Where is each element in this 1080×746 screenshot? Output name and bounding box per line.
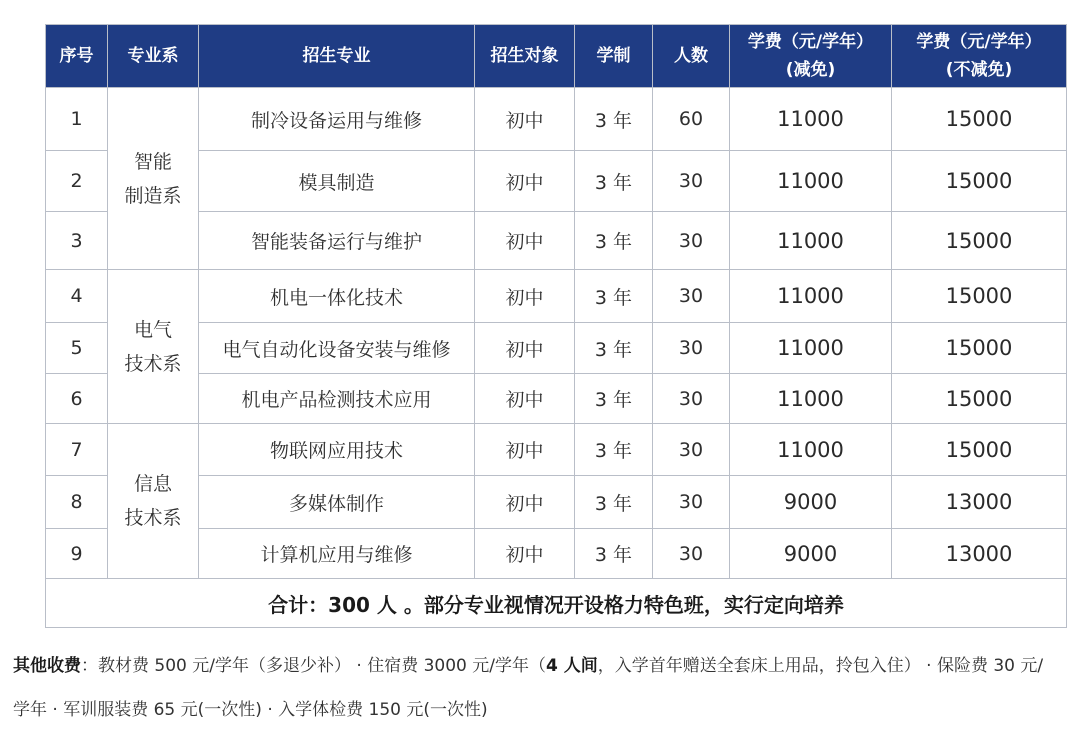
table-row (46, 476, 1067, 529)
department-line1: 电气 (133, 318, 172, 341)
header-duration: 学制 (575, 25, 653, 88)
row-fee-full: 13000 (892, 476, 1067, 529)
row-quota: 30 (653, 374, 730, 424)
department-line1: 智能 (133, 150, 172, 173)
row-duration: 3 年 (575, 476, 653, 529)
row-index: 2 (46, 151, 108, 212)
row-quota: 30 (653, 424, 730, 476)
row-fee-reduced: 11000 (730, 212, 892, 270)
row-duration: 3 年 (575, 323, 653, 374)
row-major: 机电产品检测技术应用 (199, 374, 475, 424)
table-row (46, 151, 1067, 212)
row-index: 7 (46, 424, 108, 476)
other-fees-text-2: ，入学首年赠送全套床上用品，拎包入住） · 保险费 30 元/学年 · 军训服装费 65 元(一次性) · 入学体检费 150 元(一次性) (13, 656, 1044, 720)
department-cell (108, 88, 199, 270)
row-major: 多媒体制作 (199, 476, 475, 529)
row-quota: 30 (653, 529, 730, 579)
header-index: 序号 (46, 25, 108, 88)
header-department: 专业系 (108, 25, 199, 88)
department-line2: 技术系 (124, 507, 182, 529)
row-index: 1 (46, 88, 108, 151)
row-duration: 3 年 (575, 270, 653, 323)
row-index: 9 (46, 529, 108, 579)
header-quota: 人数 (653, 25, 730, 88)
row-quota: 60 (653, 88, 730, 151)
dorm-size: 4 人间 (546, 656, 598, 676)
row-duration: 3 年 (575, 529, 653, 579)
row-target: 初中 (475, 424, 575, 476)
department-cell (108, 270, 199, 424)
row-quota: 30 (653, 151, 730, 212)
row-quota: 30 (653, 270, 730, 323)
row-target: 初中 (475, 212, 575, 270)
row-major: 电气自动化设备安装与维修 (199, 323, 475, 374)
row-fee-full: 15000 (892, 323, 1067, 374)
header-major: 招生专业 (199, 25, 475, 88)
table-row (46, 424, 1067, 476)
row-target: 初中 (475, 529, 575, 579)
row-duration: 3 年 (575, 88, 653, 151)
row-index: 5 (46, 323, 108, 374)
other-fees-label: 其他收费 (13, 656, 81, 676)
total-row (46, 579, 1067, 628)
row-fee-reduced: 9000 (730, 476, 892, 529)
header-fee-reduced-line2: (减免) (785, 60, 836, 80)
row-target: 初中 (475, 374, 575, 424)
row-index: 8 (46, 476, 108, 529)
row-fee-reduced: 9000 (730, 529, 892, 579)
row-fee-reduced: 11000 (730, 374, 892, 424)
row-target: 初中 (475, 270, 575, 323)
table-row (46, 323, 1067, 374)
row-target: 初中 (475, 88, 575, 151)
header-fee-full-line1: 学费（元/学年） (916, 32, 1042, 52)
row-fee-full: 15000 (892, 212, 1067, 270)
row-major: 智能装备运行与维护 (199, 212, 475, 270)
header-row (46, 25, 1067, 88)
header-fee-full-line2: (不减免) (945, 60, 1013, 80)
fee-table (45, 24, 1067, 628)
row-index: 3 (46, 212, 108, 270)
row-fee-full: 13000 (892, 529, 1067, 579)
row-target: 初中 (475, 323, 575, 374)
row-quota: 30 (653, 476, 730, 529)
row-index: 4 (46, 270, 108, 323)
row-target: 初中 (475, 476, 575, 529)
row-fee-full: 15000 (892, 424, 1067, 476)
header-fee-reduced-line1: 学费（元/学年） (747, 32, 874, 52)
row-fee-reduced: 11000 (730, 88, 892, 151)
row-fee-reduced: 11000 (730, 270, 892, 323)
department-line1: 信息 (133, 473, 172, 495)
row-major: 计算机应用与维修 (199, 529, 475, 579)
other-fees-text-1: ：教材费 500 元/学年（多退少补） · 住宿费 3000 元/学年（ (81, 656, 546, 676)
row-major: 物联网应用技术 (199, 424, 475, 476)
table-row (46, 529, 1067, 579)
row-target: 初中 (475, 151, 575, 212)
row-fee-reduced: 11000 (730, 151, 892, 212)
row-quota: 30 (653, 323, 730, 374)
row-fee-reduced: 11000 (730, 424, 892, 476)
row-fee-full: 15000 (892, 270, 1067, 323)
row-major: 机电一体化技术 (199, 270, 475, 323)
row-duration: 3 年 (575, 151, 653, 212)
table-row (46, 374, 1067, 424)
table-row (46, 270, 1067, 323)
row-fee-full: 15000 (892, 151, 1067, 212)
row-quota: 30 (653, 212, 730, 270)
row-major: 模具制造 (199, 151, 475, 212)
header-fee-reduced (730, 25, 892, 88)
row-duration: 3 年 (575, 374, 653, 424)
department-cell (108, 424, 199, 579)
table-row (46, 212, 1067, 270)
header-target: 招生对象 (475, 25, 575, 88)
row-major: 制冷设备运用与维修 (199, 88, 475, 151)
total-text: 合计：300 人 。部分专业视情况开设格力特色班，实行定向培养 (46, 579, 1067, 628)
header-fee-full (892, 25, 1067, 88)
row-fee-full: 15000 (892, 88, 1067, 151)
department-line2: 制造系 (124, 184, 182, 207)
row-duration: 3 年 (575, 212, 653, 270)
department-line2: 技术系 (124, 352, 182, 375)
table-row (46, 88, 1067, 151)
other-fees-note (13, 644, 1058, 732)
row-duration: 3 年 (575, 424, 653, 476)
row-index: 6 (46, 374, 108, 424)
row-fee-full: 15000 (892, 374, 1067, 424)
row-fee-reduced: 11000 (730, 323, 892, 374)
